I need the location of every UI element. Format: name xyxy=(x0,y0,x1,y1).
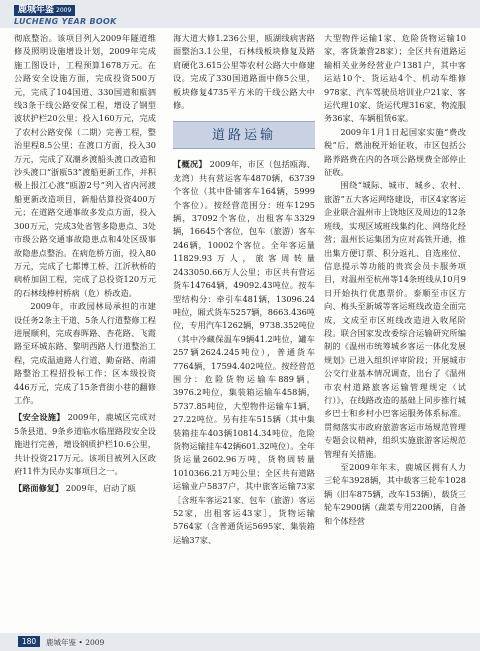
section-title: 道路运输 xyxy=(211,127,276,143)
paragraph: 2009年1月1日起国家实施“费改税”后，燃油税开始征收，市区包括公路养路费在内的各项公路规费全部停止征收。 xyxy=(324,126,466,178)
header-subtitle: LUCHENG YEAR BOOK xyxy=(14,17,117,26)
yearbook-logo xyxy=(14,5,75,16)
topic-tag: 【安全设施】 xyxy=(14,412,65,423)
paragraph-text: 2009年，启动了瓯 xyxy=(65,483,136,494)
logo-text: 鹿城年鉴 xyxy=(18,5,55,15)
topic-tag: 【路面修复】 xyxy=(14,483,64,494)
paragraph xyxy=(14,482,156,495)
paragraph: 大型物件运输1家、危险货物运输10家，客货兼营28家）；全区共有道路运输相关业务经营业户1381户，其中客运站10个、货运站4个、机动车维修978家、汽车驾驶员培训业户21家、客运代理10家、货运代理316家、物流服务36家、车辆租赁6家。 xyxy=(324,33,466,124)
footer-title: 鹿城年鉴 • 2009 xyxy=(46,638,105,647)
page-number: 180 xyxy=(18,636,40,647)
text-column-1 xyxy=(14,32,156,496)
paragraph-text: 2009年，市区（包括瓯海、龙湾）共有营运客车4870辆，63739个客位（其中卧铺客车164辆，5999个客位）。按经营范围分：班车1295辆，37092个客位，出租客车3329辆，16645个客位，包车（旅游）客车246辆，10002个客位。全年客运量11829.93万人，旅客周转量2433050.66万人公里；市区共有营运货车14764辆，49092.43吨位。按车型结构分：牵引车481辆，13096.24吨位，厢式货车5257辆，8663.436吨位，专用汽车1262辆，9738.352吨位（其中冷藏保温车9辆41.2吨位，罐车257辆2624.245吨位），普通货车7764辆，17594.402吨位。按经营范围分：危险货物运输车889辆，3976.2吨位，集装箱运输车458辆，5737.85吨位，大型物件运输车1辆，27.22吨位。另有挂车515辆（其中集装箱挂车403辆10814.34吨位，危险货物运输挂车42辆601.32吨位）。全年货运量2602.96万吨，货物周转量1010366.21万吨公里；全区共有道路运输业户5837户，其中旅客运输73家［含班车客运21家、包车（旅游）客运52家，出租客运43家］，货物运输5764家（含普通货运5695家、集装箱运输37家、 xyxy=(173,159,315,545)
paragraph xyxy=(14,411,156,478)
paragraph: 彻底整治。该项目列入2009年隧道维修及照明设施增设计划，2009年完成施工图设计，工程预算1678万元。在公路安全设施方面，完成投资500万元，完成了104国道、330国道和瓯泗线3条干线公路安保工程，增设了钢型波状护栏20公里；投入160万元，完成了农村公路安保（二期）完善工程，整治里程8.5公里；在渡口方面，投入30万元，完成了双潮乡渡船头渡口改造和沙头渡口“浙瓯53”渡船更新工作，并积极上报江心渡“瓯游2号”列入省内河渡船更新改造项目，新船估算投资400万元；在道路交通事故多发点方面，投入300万元，完成3处省管多隐患点、3处市级公路交通事故隐患点和4处区级事故隐患点整治。在病危桥方面，投入80万元，完成了七都博工桥、江沂秋桥的病桥加固工程，完成了总投资120万元的石林线棒村桥病（危）桥改造。 xyxy=(14,33,156,298)
text-column-3 xyxy=(324,32,466,528)
topic-tag: 【概况】 xyxy=(173,159,207,170)
paragraph: 至2009年年末，鹿城区拥有人力三轮车3928辆，其中载客三轮车1028辆（旧车875辆，改车153辆），载货三轮车2900辆（蔬菜专用2200辆，自备和个体经营 xyxy=(324,462,466,526)
paragraph: 海大道大修1.236公里，瓯湖线病害路面整治3.1公里，石林线板块修复及路肩硬化3.615公里等农村公路大中修建设。完成了330国道路面中修5公里，板块修复4735平方米的干线公路大中修。 xyxy=(173,33,315,111)
text-column-2 xyxy=(173,32,315,547)
paragraph-text: 2009年，鹿城区完成对5条县道、9条乡道临水临崖路段安全设施进行完善，增设钢质护栏10.6公里，共计投资217万元。该项目被列入区政府11件为民办实事项目之一。 xyxy=(14,412,156,476)
logo-year: 2009 xyxy=(56,7,72,14)
paragraph xyxy=(173,158,315,547)
section-heading-box xyxy=(173,121,315,149)
paragraph: 围绕“城际、城市、城乡、农村、旅游”五大客运网络建设，市区4家客运企业联合温州市上饶地区及周边的12条班线，实现区域班线集约化、网络化经营；温州长运集团为应对高铁开通，推出集方便订票、积分返礼、自选座位、信息提示等功能的贵宾会员卡服务项目，对温州至杭州等14条班线从10月9日开始执行优惠票价。泰顺至市区方向、梅头至新城等客运班线改造全面完成，文成至市区班线改造进入收尾阶段。联合国家发改委综合运输研究所编制的《温州市统筹城乡客运一体化发展规划》已进入组织评审阶段；开展城市公交行业基本情况调查，出台了《温州市农村道路旅客运输管理规定（试行）》，在线路改造的基础上同步推行城乡巴士和乡村小巴客运服务体系标准。贯彻落实市政府旅游客运市场规范管理专题会议精神，组织实施旅游客运规范管理有关措施。 xyxy=(324,180,466,459)
paragraph: 2009年，市政园林局承担的市建设任务2条主干道、5条人行道整修工程进展顺利，完成春晖路、杏花路、飞霞路至环城东路、黎明西路人行道整治工程，完成温迪路人行道、勤奋路、南浦路整治工程招投标工作；区本级投资446万元，完成了15条背街小巷的翻修工作。 xyxy=(14,301,156,405)
